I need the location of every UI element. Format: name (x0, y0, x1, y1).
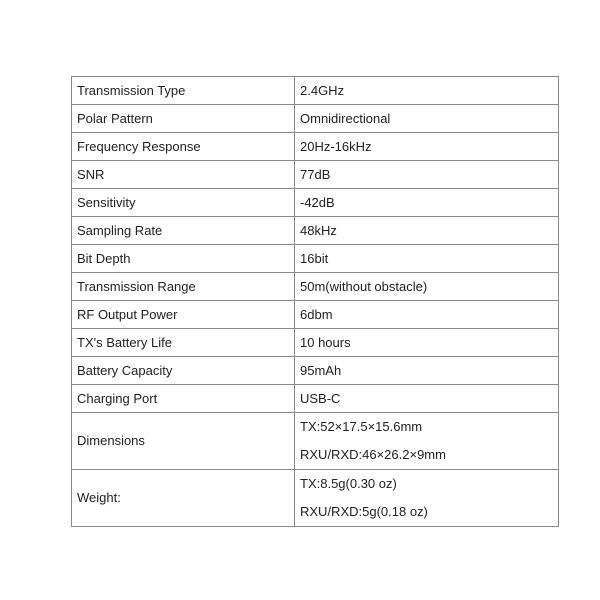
spec-label: Transmission Type (72, 77, 295, 105)
dimensions-tx: TX:52×17.5×15.6mm (300, 419, 423, 434)
spec-value: 10 hours (295, 329, 559, 357)
spec-value: 16bit (295, 245, 559, 273)
spec-row-dimensions (72, 413, 559, 470)
spec-label: Dimensions (72, 413, 295, 470)
spec-label: RF Output Power (72, 301, 295, 329)
spec-value: 95mAh (295, 357, 559, 385)
spec-value: 50m(without obstacle) (295, 273, 559, 301)
spec-label: Sensitivity (72, 189, 295, 217)
spec-row-polar-pattern (72, 105, 559, 133)
spec-table (71, 76, 559, 527)
spec-label: SNR (72, 161, 295, 189)
spec-value: 2.4GHz (295, 77, 559, 105)
spec-value-multi (295, 413, 559, 470)
weight-tx: TX:8.5g(0.30 oz) (300, 476, 397, 491)
spec-value: 77dB (295, 161, 559, 189)
spec-row-tx-battery-life (72, 329, 559, 357)
spec-value-multi (295, 470, 559, 527)
spec-value: -42dB (295, 189, 559, 217)
spec-row-charging-port (72, 385, 559, 413)
spec-label: TX's Battery Life (72, 329, 295, 357)
spec-row-weight (72, 470, 559, 527)
weight-rx: RXU/RXD:5g(0.18 oz) (300, 504, 428, 519)
spec-label: Weight: (72, 470, 295, 527)
spec-value: 6dbm (295, 301, 559, 329)
spec-label: Charging Port (72, 385, 295, 413)
spec-row-transmission-range (72, 273, 559, 301)
spec-row-frequency-response (72, 133, 559, 161)
spec-row-sensitivity (72, 189, 559, 217)
spec-value: Omnidirectional (295, 105, 559, 133)
spec-label: Frequency Response (72, 133, 295, 161)
spec-row-transmission-type (72, 77, 559, 105)
spec-label: Battery Capacity (72, 357, 295, 385)
spec-label: Transmission Range (72, 273, 295, 301)
spec-row-bit-depth (72, 245, 559, 273)
spec-row-snr (72, 161, 559, 189)
spec-value: USB-C (295, 385, 559, 413)
spec-label: Bit Depth (72, 245, 295, 273)
spec-row-battery-capacity (72, 357, 559, 385)
spec-value: 48kHz (295, 217, 559, 245)
spec-row-rf-output-power (72, 301, 559, 329)
spec-row-sampling-rate (72, 217, 559, 245)
dimensions-rx: RXU/RXD:46×26.2×9mm (300, 447, 446, 462)
spec-label: Polar Pattern (72, 105, 295, 133)
spec-value: 20Hz-16kHz (295, 133, 559, 161)
spec-label: Sampling Rate (72, 217, 295, 245)
